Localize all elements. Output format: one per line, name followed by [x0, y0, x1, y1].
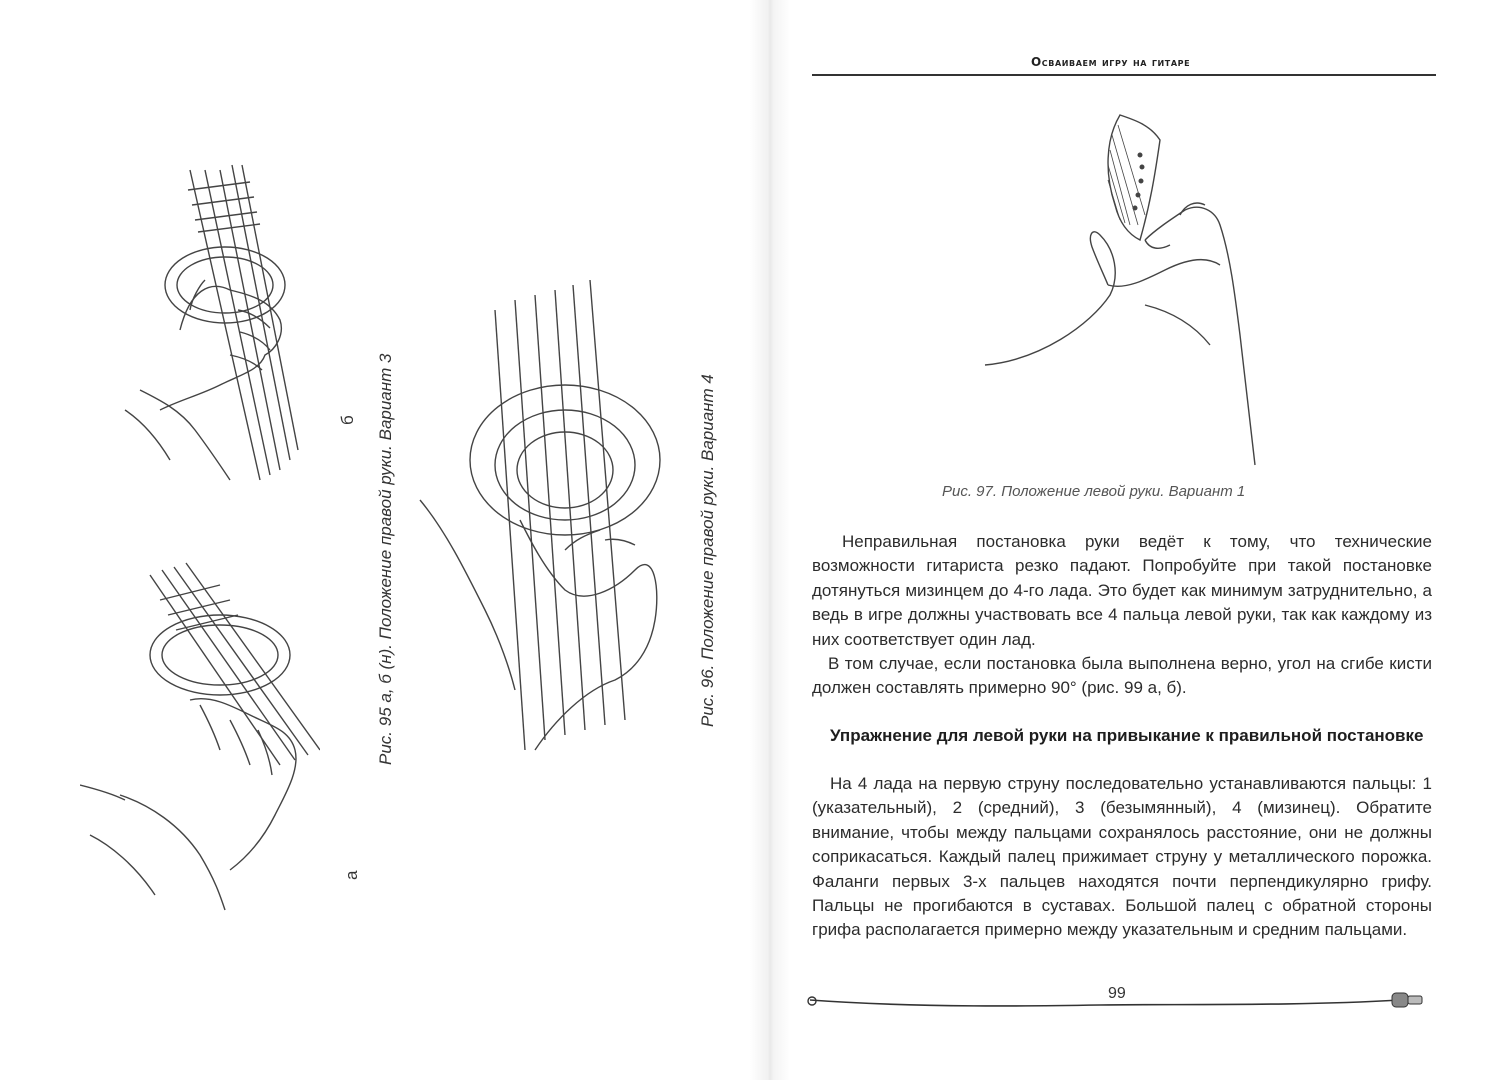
figure-95-caption: Рис. 95 а, б (н). Положение правой руки. Вариант 3 — [376, 353, 395, 765]
figure-97-caption: Рис. 97. Положение левой руки. Вариант 1 — [942, 483, 1246, 500]
paragraph-3: На 4 лада на первую струну последовательно устанавливаются пальцы: 1 (указательный), 2 (средний), 3 (безымянный), 4 (мизинец). Обратите внимание, чтобы между пальцами сохранялось расстояние, они не должны соприкасаться. Каждый палец прижимает струну у металлического порожка. Фаланги первых 3-х пальцев находятся почти перпендикулярно грифу. Пальцы не прогибаются в суставах. Большой палец с обратной стороны грифа располагается примерно между указательным и средним пальцами. — [812, 774, 1432, 940]
figure-97-illustration — [980, 105, 1280, 475]
paragraph-2: В том случае, если постановка была выполнена верно, угол на сгибе кисти должен составлять примерно 90° (рис. 99 а, б). — [812, 654, 1432, 698]
figure-95b-illustration — [120, 160, 320, 490]
figure-96-illustration — [415, 270, 675, 760]
exercise-subheading: Упражнение для левой руки на привыкание к правильной постановке — [830, 726, 1424, 745]
header-rule — [812, 74, 1436, 76]
page-number: 99 — [1108, 985, 1126, 1002]
tuning-peg-icon — [1392, 993, 1422, 1007]
figure-95b-label: б — [338, 415, 357, 425]
figure-95a-label: а — [342, 870, 361, 880]
figure-95a-illustration — [80, 555, 320, 915]
figure-96-caption: Рис. 96. Положение правой руки. Вариант 4 — [698, 374, 717, 727]
running-title: Осваиваем игру на гитаре — [1031, 55, 1191, 69]
paragraph-1: Неправильная постановка руки ведёт к тому, что технические возможности гитариста резко падают. Попробуйте при такой постановке дотянуться мизинцем до 4-го лада. Это будет как минимум затруднительно, а ведь в игре должны участвовать все 4 пальца левой руки, так как каждому из них соответствует один лад. — [812, 532, 1432, 649]
